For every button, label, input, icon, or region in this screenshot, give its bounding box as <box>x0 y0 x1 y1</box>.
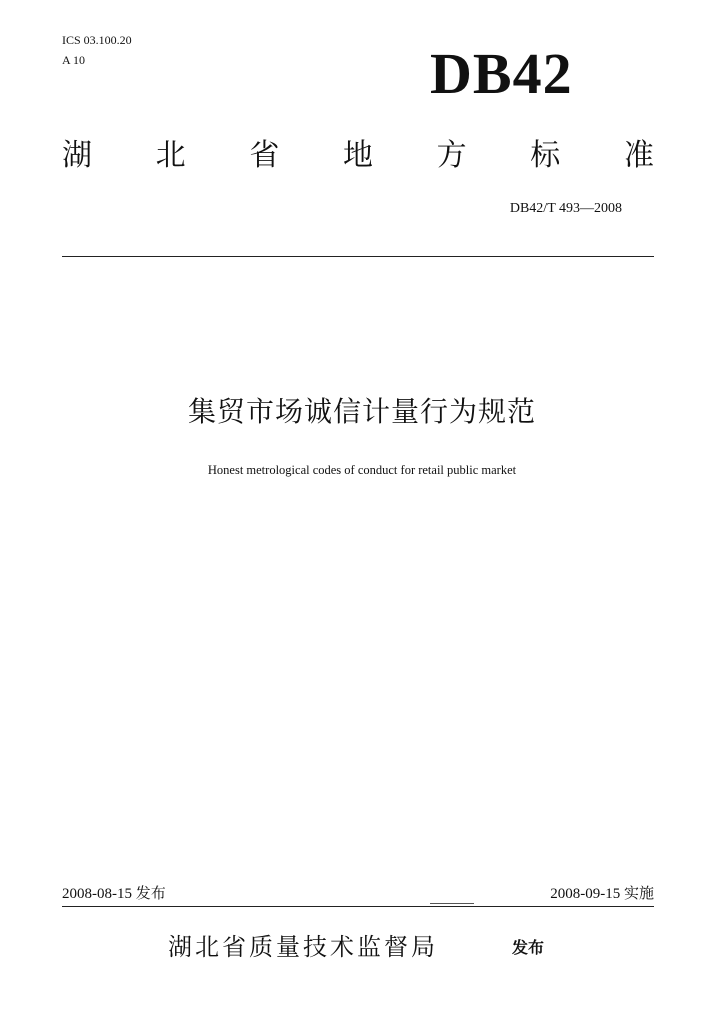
standard-type-heading <box>62 136 654 176</box>
bottom-divider <box>62 906 654 907</box>
publisher-name: 湖北省质量技术监督局 <box>168 933 438 961</box>
document-title-english: Honest metrological codes of conduct for retail public market <box>207 463 517 477</box>
publish-label: 发布 <box>512 938 545 957</box>
standard-number: DB42/T 493—2008 <box>509 201 622 216</box>
standard-type-char: 标 <box>530 138 561 173</box>
center-dash-mark <box>430 903 474 904</box>
document-title-chinese: 集贸市场诚信计量行为规范 <box>187 395 536 428</box>
standard-type-char: 地 <box>342 138 373 173</box>
ics-code: ICS 03.100.20 <box>62 33 132 47</box>
ccs-code: A 10 <box>62 53 86 67</box>
top-divider <box>62 256 654 257</box>
standard-type-char: 省 <box>249 138 280 173</box>
standard-type-char: 方 <box>436 138 467 173</box>
implementation-date: 2008-09-15 实施 <box>550 886 654 902</box>
standard-type-char: 湖 <box>62 138 92 173</box>
standard-code: DB42 <box>430 41 573 106</box>
standard-type-char: 北 <box>155 138 186 173</box>
issue-date: 2008-08-15 发布 <box>62 886 166 902</box>
standard-type-char: 准 <box>623 138 654 173</box>
